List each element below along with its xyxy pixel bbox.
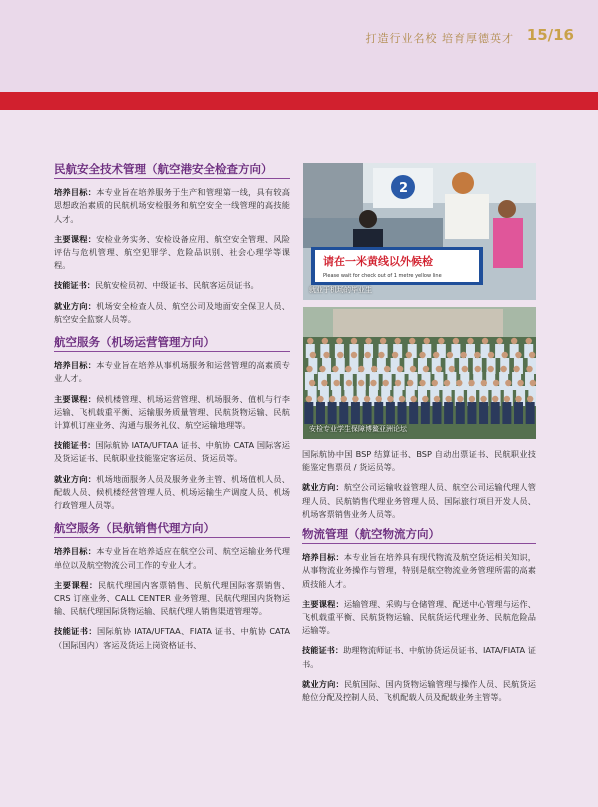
left-column [54,163,290,662]
paragraph-goal [54,545,290,571]
para-label: 培养目标： [54,187,97,198]
para-label: 就业方向： [54,300,97,311]
para-text: 机场安全检查人员、航空公司及地面安全保卫人员、航空安全监察人员等。 [54,300,290,324]
para-label: 主要课程： [54,579,98,590]
para-label: 主要课程： [54,233,97,244]
para-text: 助理物流师证书、中航协货运员证书、IATA/FIATA 证书。 [302,645,536,669]
paragraph-certificates [54,279,290,292]
paragraph-careers [54,300,290,326]
paragraph-goal [54,186,290,226]
para-text: 本专业旨在培养具有现代物流及航空货运相关知识，从事物流业务操作与管理，特别是航空物流业务管理所需的高素质技能人才。 [302,552,536,589]
paragraph-careers [54,473,290,513]
page-header [0,0,598,92]
photo-caption: 就业于机场的毕业生 [309,286,372,294]
para-text: 运输管理、采购与仓储管理、配送中心管理与运作、飞机载重平衡、民航货物运输、民航货运代理业务、民航危险品运输等。 [302,598,536,636]
section-title: 物流管理（航空物流方向） [302,528,536,544]
paragraph-courses [54,233,290,273]
paragraph-courses [54,393,290,433]
sign-number: 2 [399,181,409,196]
photo-caption: 安检专业学生保障博鳌亚洲论坛 [309,425,407,433]
paragraph-courses [302,598,536,638]
para-label: 培养目标： [302,552,344,563]
paragraph-goal [54,359,290,385]
para-label: 技能证书： [54,626,97,637]
para-text: 本专业旨在培养从事机场服务和运营管理的高素质专业人才。 [54,360,290,384]
para-text: 国际航协 IATA/UFTAA、FIATA 证书、中航协 CATA（国际国内）客运及货运上岗资格证书、 [54,626,290,650]
page-number: 15/16 [526,26,574,44]
paragraph-certificates [54,625,290,651]
paragraph-continuation: 国际航协中国 BSP 结算证书、BSP 自动出票证书、民航职业技能鉴定售票员 / 货运员等。 [302,449,536,473]
section-aviation-security [54,163,290,326]
section-title: 航空服务（机场运营管理方向） [54,336,290,352]
para-label: 主要课程： [302,598,344,609]
para-text: 民航国际、国内货物运输管理与操作人员、民航货运舱位分配及控制人员、飞机配载人员及配载业务主管等。 [302,678,536,703]
para-label: 就业方向： [302,678,344,689]
para-label: 主要课程： [54,393,97,404]
para-label: 培养目标： [54,546,97,557]
para-text: 本专业旨在培养适应在航空公司、航空运输业务代理单位以及航空物流公司工作的专业人才。 [54,546,290,570]
para-text: 本专业旨在培养服务于生产和管理第一线，具有较高思想政治素质的民航机场安检服务和航空安全一线管理的高技能人才。 [54,187,290,224]
paragraph-certificates [302,644,536,670]
para-text: 机场地面服务人员及服务业务主管、机场值机人员、配载人员、候机楼经营管理人员、机场运输生产调度人员、机场行政管理人员等。 [54,473,290,511]
para-label: 就业方向： [54,473,97,484]
section-sales-agency [54,522,290,652]
header-slogan: 打造行业名校 培育厚德英才 [365,32,514,45]
paragraph-careers [302,481,536,521]
photo-group-graduates [303,307,536,439]
sign-text-en: Please wait for check out of 1 metre yellow line [323,273,442,279]
photo-group-graduates-image [303,307,536,439]
accent-band [0,92,598,110]
para-label: 技能证书： [54,440,96,451]
right-column [302,448,536,714]
para-label: 就业方向： [302,482,344,493]
para-text: 民航代理国内客票销售、民航代理国际客票销售、CRS 订座业务、CALL CENTER 业务管理、民航代理国内货物运输、民航代理国际货物运输、民航代理人销售渠道管理等。 [54,579,290,617]
photo-security-checkpoint-image [303,163,536,300]
section-title: 民航安全技术管理（航空港安全检查方向） [54,163,290,179]
section-airport-operations [54,336,290,512]
section-logistics [302,528,536,704]
para-label: 培养目标： [54,360,97,371]
section-title: 航空服务（民航销售代理方向） [54,522,290,538]
para-label: 技能证书： [302,645,344,656]
photo-security-checkpoint [303,163,536,300]
sign-text-cn: 请在一米黄线以外候检 [323,255,433,268]
paragraph-courses [54,579,290,619]
para-text: 航空公司运输收益管理人员、航空公司运输代理人管理人员、民航销售代理业务管理人员、国际旅行项目开发人员、机场客票销售业务人员等。 [302,482,536,519]
para-label: 技能证书： [54,280,95,291]
para-text: 安检业务实务、安检设备应用、航空安全管理、风险评估与危机管理、航空犯罪学、危险品识别、社会心理学等课程。 [54,233,290,271]
para-text: 候机楼管理、机场运营管理、机场服务、值机与行李运输、飞机载重平衡、运输服务质量管理、民航货物运输、民航计算机订座业务、沟通与服务礼仪、航空运输地理等。 [54,393,290,431]
para-text: 国际航协 IATA/UFTAA 证书、中航协 CATA 国际客运及货运证书、民航职业技能鉴定客运员、货运员等。 [54,440,290,464]
paragraph-certificates [54,439,290,465]
para-text: 民航安检员初、中级证书、民航客运员证书。 [94,280,259,291]
paragraph-careers [302,678,536,704]
paragraph-goal [302,551,536,591]
